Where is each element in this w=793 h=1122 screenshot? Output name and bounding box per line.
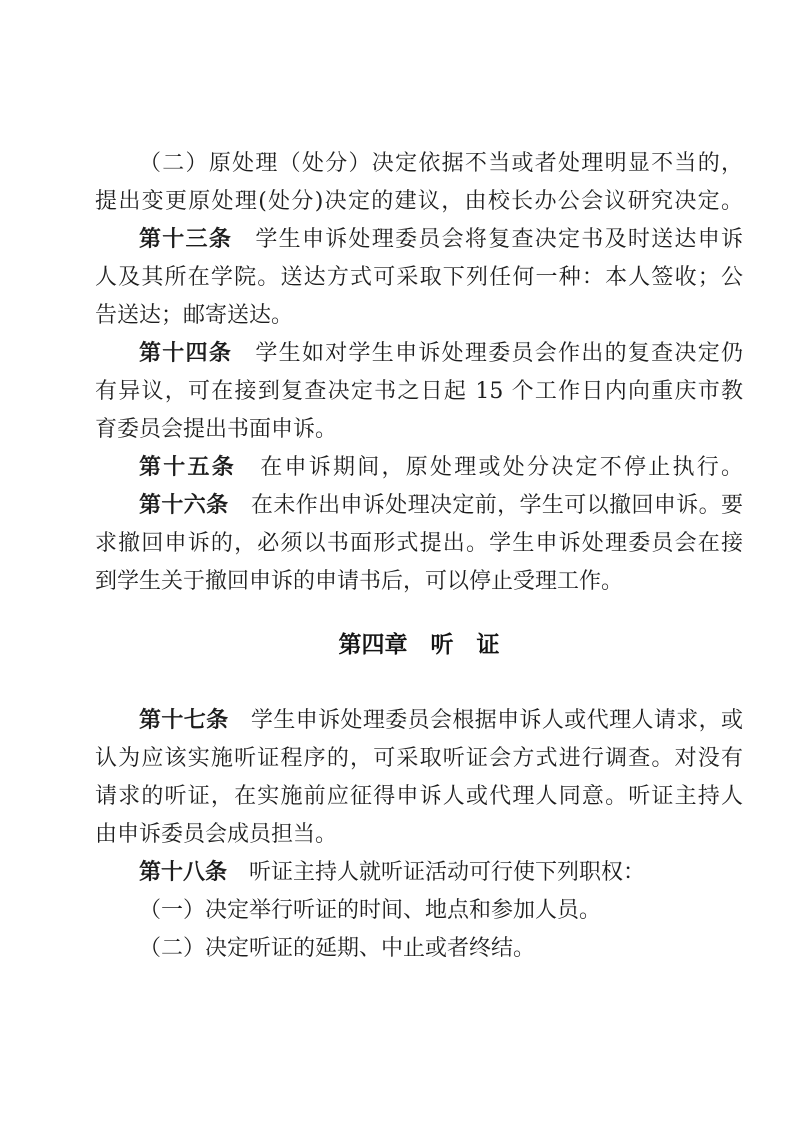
text-line xyxy=(95,487,743,525)
body-text: （二）原处理（处分）决定依据不当或者处理明显不当的， xyxy=(139,151,743,176)
text-line xyxy=(95,778,743,816)
article-number-text: 第十五条 xyxy=(139,455,236,480)
body-text: 育委员会提出书面申诉。 xyxy=(95,417,338,442)
body-text: 告送达；邮寄送达。 xyxy=(95,303,294,328)
body-text: 请求的听证，在实施前应征得申诉人或代理人同意。听证主持人 xyxy=(95,784,743,809)
body-text: 人及其所在学院。送达方式可采取下列任何一种：本人签收；公 xyxy=(95,265,743,290)
body-text: 在未作出申诉处理决定前，学生可以撤回申诉。要 xyxy=(228,493,743,518)
body-text: 在申诉期间，原处理或处分决定不停止执行。 xyxy=(236,455,743,480)
text-line xyxy=(95,854,743,892)
body-text: 认为应该实施听证程序的，可采取听证会方式进行调查。对没有 xyxy=(95,746,743,771)
text-line xyxy=(95,145,743,183)
text-line xyxy=(95,373,743,411)
document-body xyxy=(95,145,743,968)
body-text: （一）决定举行听证的时间、地点和参加人员。 xyxy=(139,898,602,923)
chapter-heading: 第四章 听 证 xyxy=(338,632,500,658)
paragraph xyxy=(95,145,743,221)
body-text: 有异议，可在接到复查决定书之日起 15 个工作日内向重庆市教 xyxy=(95,379,743,404)
paragraph xyxy=(95,892,743,930)
body-text: 听证主持人就听证活动可行使下列职权： xyxy=(227,860,646,885)
text-line xyxy=(95,563,743,601)
body-text: 学生申诉处理委员会根据申诉人或代理人请求，或 xyxy=(228,708,743,733)
body-text: 提出变更原处理(处分)决定的建议，由校长办公会议研究决定。 xyxy=(95,189,743,214)
paragraph xyxy=(95,702,743,854)
text-line xyxy=(95,816,743,854)
body-text: 由申诉委员会成员担当。 xyxy=(95,822,338,847)
paragraph xyxy=(95,930,743,968)
text-line xyxy=(95,892,743,930)
text-line xyxy=(95,449,743,487)
article-number-text: 第十四条 xyxy=(139,341,233,366)
text-line xyxy=(95,525,743,563)
text-line xyxy=(95,930,743,968)
paragraph xyxy=(95,335,743,449)
article-number-text: 第十六条 xyxy=(139,493,229,518)
body-text: 到学生关于撤回申诉的申请书后，可以停止受理工作。 xyxy=(95,569,624,594)
text-line xyxy=(95,259,743,297)
article-number-text: 第十三条 xyxy=(139,227,233,252)
article-number-text: 第十七条 xyxy=(139,708,229,733)
text-line xyxy=(95,335,743,373)
paragraph xyxy=(95,854,743,892)
text-line xyxy=(95,411,743,449)
body-text: （二）决定听证的延期、中止或者终结。 xyxy=(139,936,536,961)
paragraph xyxy=(95,449,743,487)
body-text: 求撤回申诉的，必须以书面形式提出。学生申诉处理委员会在接 xyxy=(95,531,743,556)
text-line xyxy=(95,183,743,221)
body-text: 学生如对学生申诉处理委员会作出的复查决定仍 xyxy=(232,341,743,366)
body-text: 学生申诉处理委员会将复查决定书及时送达申诉 xyxy=(232,227,743,252)
text-line xyxy=(95,297,743,335)
text-line xyxy=(95,702,743,740)
text-line xyxy=(95,740,743,778)
text-line xyxy=(95,221,743,259)
paragraph xyxy=(95,487,743,601)
article-number-text: 第十八条 xyxy=(139,860,228,885)
paragraph xyxy=(95,221,743,335)
